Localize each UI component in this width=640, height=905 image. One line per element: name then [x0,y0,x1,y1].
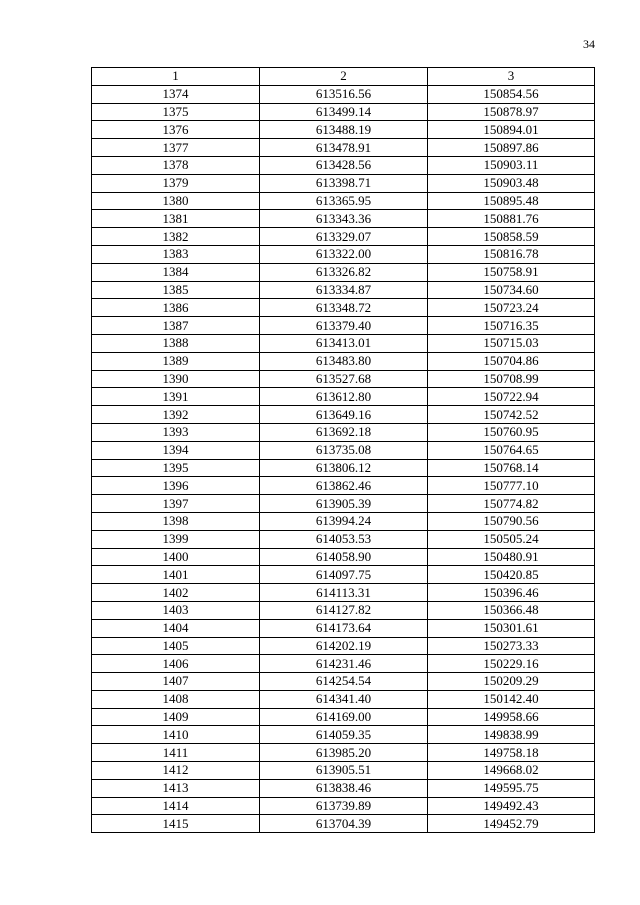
y-coordinate-cell: 150764.65 [428,441,595,459]
x-coordinate-cell: 614254.54 [260,673,428,691]
x-coordinate-cell: 613905.39 [260,495,428,513]
point-number-cell: 1408 [92,690,260,708]
point-number-cell: 1415 [92,815,260,833]
point-number-cell: 1389 [92,352,260,370]
x-coordinate-cell: 613692.18 [260,423,428,441]
x-coordinate-cell: 613838.46 [260,779,428,797]
column-header-1: 1 [92,68,260,86]
table-row [92,210,595,228]
y-coordinate-cell: 150878.97 [428,103,595,121]
table-row [92,334,595,352]
x-coordinate-cell: 614058.90 [260,548,428,566]
y-coordinate-cell: 149758.18 [428,744,595,762]
point-number-cell: 1404 [92,619,260,637]
table-row [92,797,595,815]
x-coordinate-cell: 613483.80 [260,352,428,370]
x-coordinate-cell: 614127.82 [260,601,428,619]
point-number-cell: 1399 [92,530,260,548]
x-coordinate-cell: 613735.08 [260,441,428,459]
y-coordinate-cell: 150209.29 [428,673,595,691]
x-coordinate-cell: 613329.07 [260,228,428,246]
x-coordinate-cell: 613348.72 [260,299,428,317]
point-number-cell: 1409 [92,708,260,726]
y-coordinate-cell: 150273.33 [428,637,595,655]
x-coordinate-cell: 613322.00 [260,245,428,263]
table-row [92,726,595,744]
point-number-cell: 1396 [92,477,260,495]
y-coordinate-cell: 150903.48 [428,174,595,192]
x-coordinate-cell: 613499.14 [260,103,428,121]
y-coordinate-cell: 150505.24 [428,530,595,548]
table-row [92,388,595,406]
table-row [92,815,595,833]
y-coordinate-cell: 150790.56 [428,512,595,530]
y-coordinate-cell: 150854.56 [428,85,595,103]
x-coordinate-cell: 614231.46 [260,655,428,673]
y-coordinate-cell: 150715.03 [428,334,595,352]
y-coordinate-cell: 150903.11 [428,156,595,174]
point-number-cell: 1377 [92,139,260,157]
table-row [92,708,595,726]
point-number-cell: 1392 [92,406,260,424]
point-number-cell: 1403 [92,601,260,619]
table-row [92,406,595,424]
point-number-cell: 1402 [92,584,260,602]
y-coordinate-cell: 150716.35 [428,317,595,335]
point-number-cell: 1400 [92,548,260,566]
y-coordinate-cell: 150894.01 [428,121,595,139]
table-row [92,673,595,691]
x-coordinate-cell: 613516.56 [260,85,428,103]
table-row [92,655,595,673]
x-coordinate-cell: 614059.35 [260,726,428,744]
column-header-2: 2 [260,68,428,86]
y-coordinate-cell: 149958.66 [428,708,595,726]
coordinates-table [91,67,595,833]
y-coordinate-cell: 150420.85 [428,566,595,584]
point-number-cell: 1393 [92,423,260,441]
table-row [92,245,595,263]
y-coordinate-cell: 150774.82 [428,495,595,513]
table-row [92,637,595,655]
y-coordinate-cell: 150881.76 [428,210,595,228]
y-coordinate-cell: 150768.14 [428,459,595,477]
x-coordinate-cell: 613704.39 [260,815,428,833]
table-row [92,762,595,780]
point-number-cell: 1387 [92,317,260,335]
y-coordinate-cell: 150396.46 [428,584,595,602]
point-number-cell: 1398 [92,512,260,530]
table-row [92,690,595,708]
x-coordinate-cell: 613413.01 [260,334,428,352]
x-coordinate-cell: 613398.71 [260,174,428,192]
table-row [92,352,595,370]
x-coordinate-cell: 614202.19 [260,637,428,655]
point-number-cell: 1376 [92,121,260,139]
table-row [92,370,595,388]
point-number-cell: 1383 [92,245,260,263]
x-coordinate-cell: 613985.20 [260,744,428,762]
y-coordinate-cell: 150480.91 [428,548,595,566]
table-row [92,512,595,530]
point-number-cell: 1401 [92,566,260,584]
point-number-cell: 1394 [92,441,260,459]
x-coordinate-cell: 613379.40 [260,317,428,335]
y-coordinate-cell: 149492.43 [428,797,595,815]
x-coordinate-cell: 614113.31 [260,584,428,602]
point-number-cell: 1407 [92,673,260,691]
point-number-cell: 1411 [92,744,260,762]
x-coordinate-cell: 613806.12 [260,459,428,477]
table-header-row [92,68,595,86]
x-coordinate-cell: 613428.56 [260,156,428,174]
point-number-cell: 1388 [92,334,260,352]
x-coordinate-cell: 613334.87 [260,281,428,299]
y-coordinate-cell: 150895.48 [428,192,595,210]
table-row [92,85,595,103]
y-coordinate-cell: 150723.24 [428,299,595,317]
table-row [92,192,595,210]
table-row [92,299,595,317]
point-number-cell: 1386 [92,299,260,317]
table-row [92,174,595,192]
y-coordinate-cell: 150301.61 [428,619,595,637]
point-number-cell: 1378 [92,156,260,174]
table-row [92,601,595,619]
x-coordinate-cell: 613612.80 [260,388,428,406]
table-row [92,584,595,602]
point-number-cell: 1391 [92,388,260,406]
x-coordinate-cell: 613478.91 [260,139,428,157]
table-row [92,317,595,335]
table-row [92,619,595,637]
point-number-cell: 1414 [92,797,260,815]
x-coordinate-cell: 614169.00 [260,708,428,726]
x-coordinate-cell: 614341.40 [260,690,428,708]
x-coordinate-cell: 613862.46 [260,477,428,495]
table-row [92,744,595,762]
y-coordinate-cell: 150722.94 [428,388,595,406]
point-number-cell: 1395 [92,459,260,477]
y-coordinate-cell: 150858.59 [428,228,595,246]
point-number-cell: 1385 [92,281,260,299]
point-number-cell: 1412 [92,762,260,780]
y-coordinate-cell: 149452.79 [428,815,595,833]
x-coordinate-cell: 613326.82 [260,263,428,281]
table-row [92,477,595,495]
table-row [92,139,595,157]
y-coordinate-cell: 149838.99 [428,726,595,744]
x-coordinate-cell: 613527.68 [260,370,428,388]
x-coordinate-cell: 613739.89 [260,797,428,815]
y-coordinate-cell: 150897.86 [428,139,595,157]
point-number-cell: 1375 [92,103,260,121]
table-row [92,281,595,299]
point-number-cell: 1406 [92,655,260,673]
column-header-3: 3 [428,68,595,86]
table-row [92,156,595,174]
x-coordinate-cell: 613365.95 [260,192,428,210]
x-coordinate-cell: 613649.16 [260,406,428,424]
y-coordinate-cell: 150704.86 [428,352,595,370]
y-coordinate-cell: 150708.99 [428,370,595,388]
table-row [92,263,595,281]
y-coordinate-cell: 150760.95 [428,423,595,441]
table-row [92,441,595,459]
x-coordinate-cell: 614053.53 [260,530,428,548]
y-coordinate-cell: 150366.48 [428,601,595,619]
point-number-cell: 1384 [92,263,260,281]
y-coordinate-cell: 149668.02 [428,762,595,780]
table-row [92,103,595,121]
point-number-cell: 1397 [92,495,260,513]
table-row [92,495,595,513]
y-coordinate-cell: 150742.52 [428,406,595,424]
y-coordinate-cell: 149595.75 [428,779,595,797]
x-coordinate-cell: 614173.64 [260,619,428,637]
table-row [92,423,595,441]
table-row [92,566,595,584]
point-number-cell: 1381 [92,210,260,228]
y-coordinate-cell: 150758.91 [428,263,595,281]
table-row [92,459,595,477]
page-number: 34 [583,37,595,51]
y-coordinate-cell: 150142.40 [428,690,595,708]
table-row [92,228,595,246]
y-coordinate-cell: 150777.10 [428,477,595,495]
point-number-cell: 1374 [92,85,260,103]
x-coordinate-cell: 613905.51 [260,762,428,780]
y-coordinate-cell: 150734.60 [428,281,595,299]
point-number-cell: 1405 [92,637,260,655]
point-number-cell: 1410 [92,726,260,744]
point-number-cell: 1390 [92,370,260,388]
point-number-cell: 1379 [92,174,260,192]
y-coordinate-cell: 150816.78 [428,245,595,263]
x-coordinate-cell: 614097.75 [260,566,428,584]
x-coordinate-cell: 613488.19 [260,121,428,139]
x-coordinate-cell: 613343.36 [260,210,428,228]
table-row [92,548,595,566]
point-number-cell: 1382 [92,228,260,246]
table-body [92,85,595,832]
table-row [92,121,595,139]
y-coordinate-cell: 150229.16 [428,655,595,673]
table-row [92,779,595,797]
point-number-cell: 1413 [92,779,260,797]
x-coordinate-cell: 613994.24 [260,512,428,530]
table-row [92,530,595,548]
point-number-cell: 1380 [92,192,260,210]
